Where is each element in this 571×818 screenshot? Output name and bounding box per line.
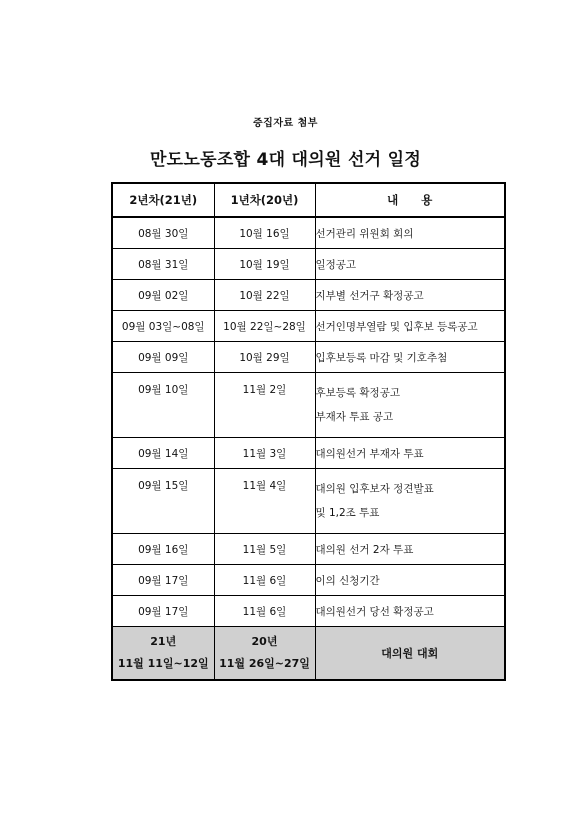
date-2021: 08월 31일	[112, 249, 214, 280]
date-2021: 09월 17일	[112, 565, 214, 596]
header-1st-year: 1년차(20년)	[214, 183, 315, 217]
schedule-content	[315, 373, 505, 438]
date-2021: 09월 15일	[112, 469, 214, 534]
table-row	[112, 217, 505, 249]
date-2021: 09월 09일	[112, 342, 214, 373]
convention-date-2020	[214, 627, 315, 681]
schedule-content	[315, 469, 505, 534]
date-2021: 08월 30일	[112, 217, 214, 249]
date-2020: 10월 19일	[214, 249, 315, 280]
table-row	[112, 311, 505, 342]
date-2021: 09월 14일	[112, 438, 214, 469]
table-row	[112, 565, 505, 596]
schedule-content: 일정공고	[315, 249, 505, 280]
final-dates-2021: 11월 11일~12일	[117, 657, 209, 670]
date-2020: 11월 6일	[214, 596, 315, 627]
election-schedule-table	[111, 182, 506, 681]
table-row	[112, 596, 505, 627]
final-year-2021: 21년	[150, 635, 177, 648]
schedule-content: 입후보등록 마감 및 기호추첨	[315, 342, 505, 373]
table-header-row	[112, 183, 505, 217]
table-row	[112, 534, 505, 565]
convention-content: 대의원 대회	[315, 627, 505, 681]
schedule-content: 대의원선거 당선 확정공고	[315, 596, 505, 627]
final-dates-2020: 11월 26일~27일	[219, 657, 310, 670]
schedule-content: 선거관리 위원회 회의	[315, 217, 505, 249]
date-2020: 10월 16일	[214, 217, 315, 249]
final-row	[112, 627, 505, 681]
header-2nd-year: 2년차(21년)	[112, 183, 214, 217]
document-title: 만도노동조합 4대 대의원 선거 일정	[149, 150, 422, 170]
date-2020: 11월 6일	[214, 565, 315, 596]
date-2020: 11월 4일	[214, 469, 315, 534]
table-row	[112, 249, 505, 280]
table-row	[112, 342, 505, 373]
table-row	[112, 280, 505, 311]
date-2021: 09월 16일	[112, 534, 214, 565]
table-row	[112, 438, 505, 469]
date-2020: 11월 2일	[214, 373, 315, 438]
table-row	[112, 373, 505, 438]
convention-date-2021	[112, 627, 214, 681]
final-year-2020: 20년	[251, 635, 278, 648]
content-line: 부재자 투표 공고	[315, 411, 394, 423]
table-row	[112, 469, 505, 534]
schedule-content: 지부별 선거구 확정공고	[315, 280, 505, 311]
content-line: 및 1,2조 투표	[315, 507, 380, 519]
date-2021: 09월 17일	[112, 596, 214, 627]
date-2020: 10월 29일	[214, 342, 315, 373]
date-2020: 10월 22일~28일	[214, 311, 315, 342]
date-2020: 11월 3일	[214, 438, 315, 469]
schedule-content: 선거인명부열람 및 입후보 등록공고	[315, 311, 505, 342]
content-line: 대의원 입후보자 정견발표	[315, 483, 434, 495]
schedule-content: 대의원선거 부재자 투표	[315, 438, 505, 469]
schedule-content: 이의 신청기간	[315, 565, 505, 596]
date-2020: 10월 22일	[214, 280, 315, 311]
date-2021: 09월 02일	[112, 280, 214, 311]
date-2020: 11월 5일	[214, 534, 315, 565]
header-content: 내 용	[315, 183, 505, 217]
schedule-content: 대의원 선거 2자 투표	[315, 534, 505, 565]
date-2021: 09월 03일~08일	[112, 311, 214, 342]
content-line: 후보등록 확정공고	[315, 387, 400, 399]
document-label: 증집자료 첨부	[253, 118, 318, 129]
date-2021: 09월 10일	[112, 373, 214, 438]
